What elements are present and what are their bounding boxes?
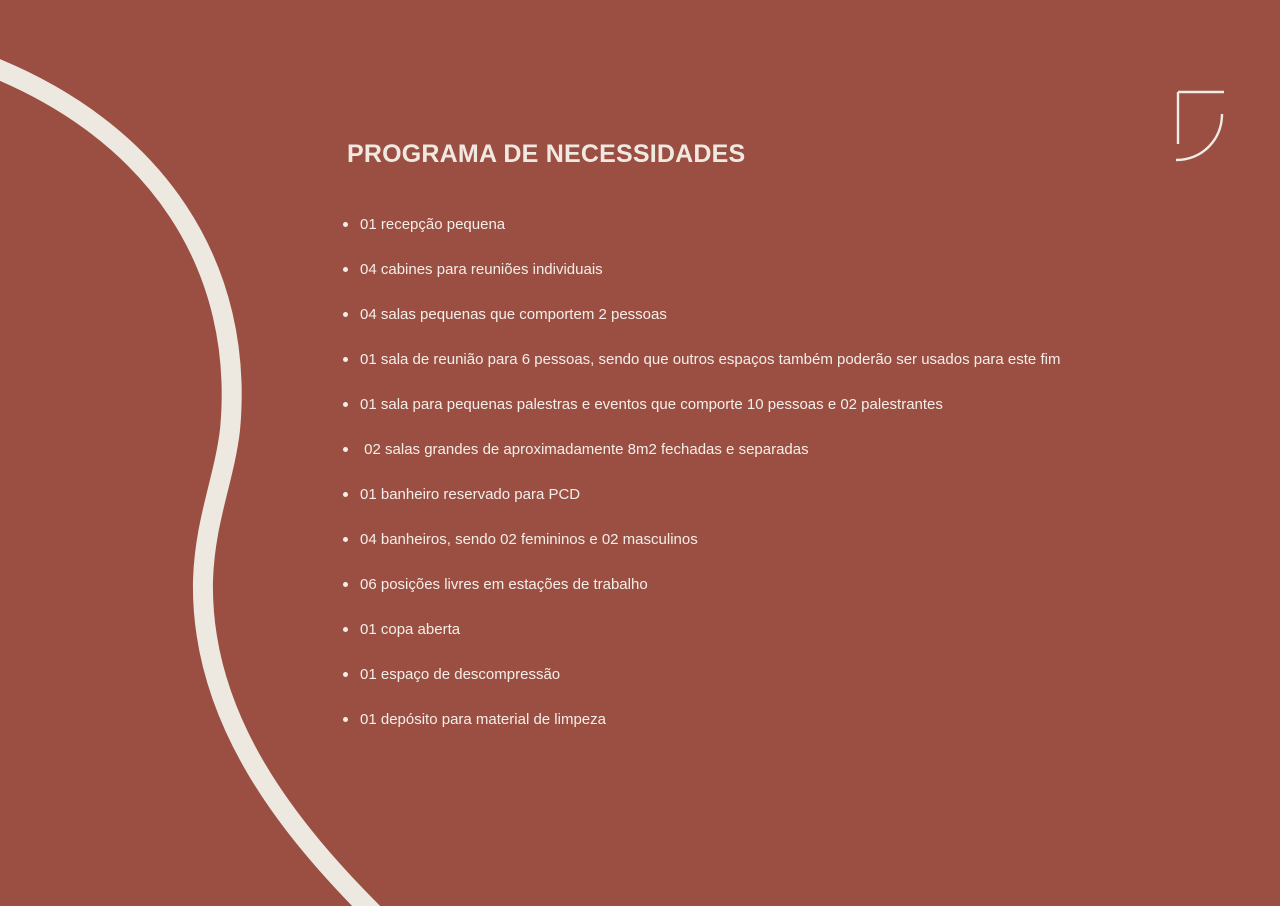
bullet-icon [343, 267, 348, 272]
needs-list [343, 202, 1060, 742]
page-title: PROGRAMA DE NECESSIDADES [347, 140, 746, 168]
list-item [343, 427, 1060, 472]
list-item [343, 562, 1060, 607]
list-item [343, 292, 1060, 337]
list-item-text: 02 salas grandes de aproximadamente 8m2 fechadas e separadas [360, 441, 809, 458]
bullet-icon [343, 582, 348, 587]
bullet-icon [343, 537, 348, 542]
list-item-text: 01 copa aberta [360, 621, 461, 638]
list-item [343, 607, 1060, 652]
bullet-icon [343, 222, 348, 227]
list-item-text: 04 banheiros, sendo 02 femininos e 02 masculinos [360, 531, 698, 548]
bullet-icon [343, 672, 348, 677]
list-item [343, 697, 1060, 742]
bullet-icon [343, 402, 348, 407]
list-item-text: 01 sala para pequenas palestras e eventos que comporte 10 pessoas e 02 palestrantes [360, 396, 943, 413]
bullet-icon [343, 357, 348, 362]
bullet-icon [343, 627, 348, 632]
list-item [343, 202, 1060, 247]
bullet-icon [343, 492, 348, 497]
list-item-text: 01 depósito para material de limpeza [360, 711, 606, 728]
bracket-logo-icon [1170, 84, 1230, 168]
list-item-text: 04 cabines para reuniões individuais [360, 261, 603, 278]
bullet-icon [343, 447, 348, 452]
list-item-text: 04 salas pequenas que comportem 2 pessoas [360, 306, 667, 323]
list-item [343, 382, 1060, 427]
list-item [343, 517, 1060, 562]
list-item-text: 01 sala de reunião para 6 pessoas, sendo que outros espaços também poderão ser usados para este fim [360, 351, 1061, 368]
bullet-icon [343, 717, 348, 722]
list-item-text: 01 recepção pequena [360, 216, 506, 233]
list-item [343, 247, 1060, 292]
list-item-text: 06 posições livres em estações de trabalho [360, 576, 648, 593]
list-item [343, 472, 1060, 517]
list-item [343, 652, 1060, 697]
list-item-text: 01 espaço de descompressão [360, 666, 561, 683]
list-item-text: 01 banheiro reservado para PCD [360, 486, 581, 503]
list-item [343, 337, 1060, 382]
bullet-icon [343, 312, 348, 317]
